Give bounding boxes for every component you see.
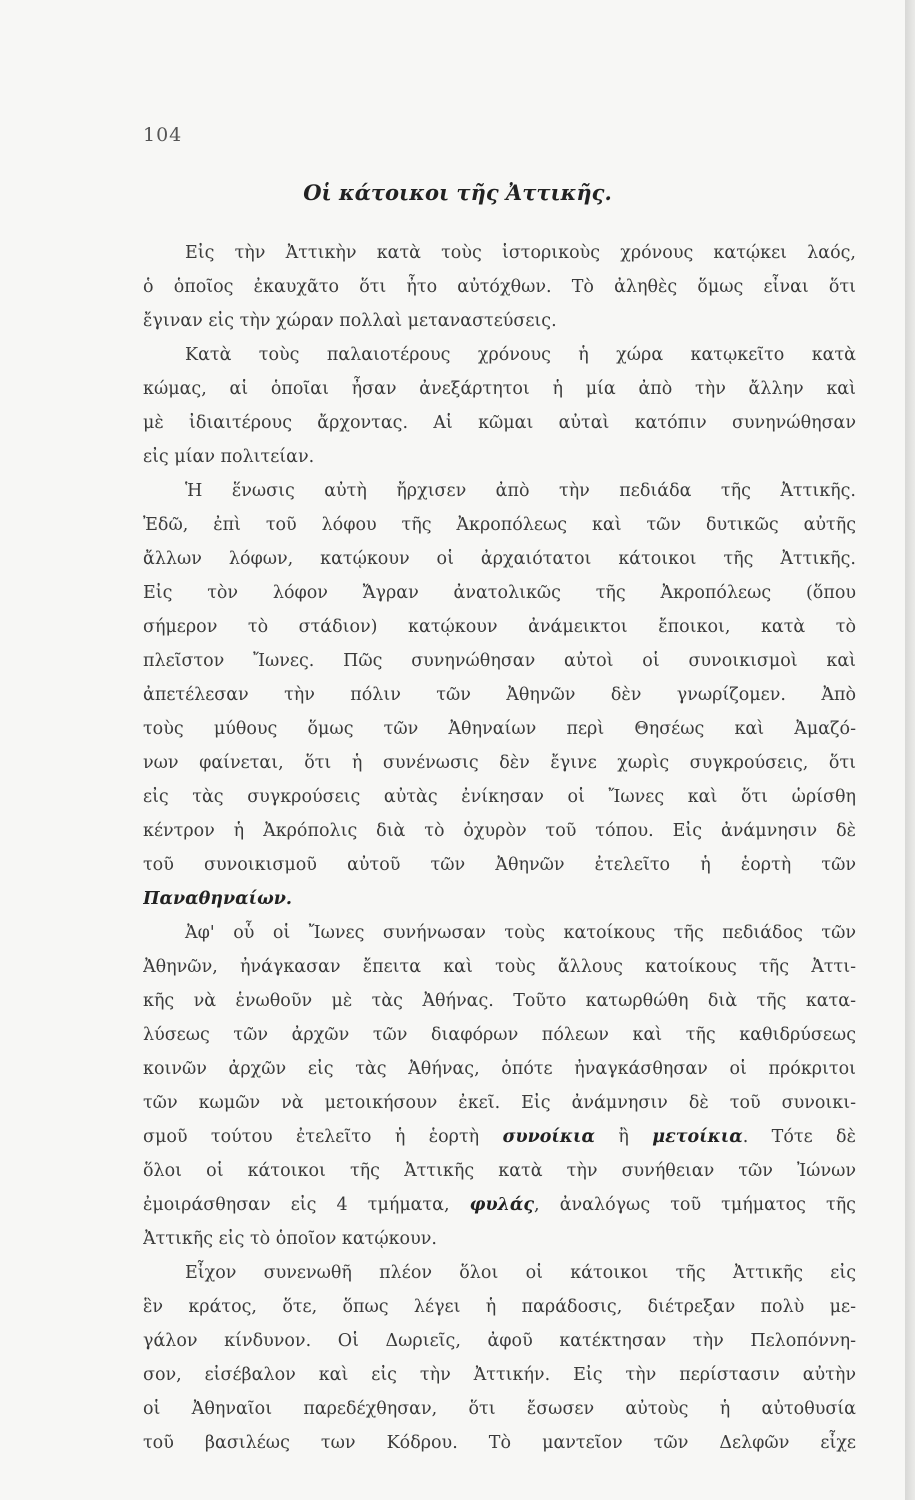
- text-line: τοὺς μύθους ὅμως τῶν Ἀθηναίων περὶ Θησέως καὶ Ἀμαζό-: [143, 719, 856, 739]
- emphasized-term: φυλάς: [469, 1195, 535, 1215]
- text-line: πλεῖστον Ἴωνες. Πῶς συνηνώθησαν αὐτοὶ οἱ συνοικισμοὶ καὶ: [143, 651, 856, 671]
- text-line: ὁ ὁποῖος ἐκαυχᾶτο ὅτι ἦτο αὐτόχθων. Τὸ ἀληθὲς ὅμως εἶναι ὅτι: [143, 277, 856, 297]
- text-segment: ἢ: [594, 1127, 653, 1147]
- text-line: τοῦ βασιλέως των Κόδρου. Τὸ μαντεῖον τῶν Δελφῶν εἶχε: [143, 1433, 856, 1453]
- text-line: λύσεως τῶν ἀρχῶν τῶν διαφόρων πόλεων καὶ τῆς καθιδρύσεως: [143, 1025, 856, 1045]
- text-line: Κατὰ τοὺς παλαιοτέρους χρόνους ἡ χώρα κατῳκεῖτο κατὰ: [185, 345, 856, 365]
- text-line: [143, 1188, 856, 1222]
- text-line: εἰς τὰς συγκρούσεις αὐτὰς ἐνίκησαν οἱ Ἴωνες καὶ ὅτι ὡρίσθη: [143, 787, 856, 807]
- text-line: τοῦ συνοικισμοῦ αὐτοῦ τῶν Ἀθηνῶν ἐτελεῖτο ἡ ἑορτὴ τῶν: [143, 855, 856, 875]
- text-line: σήμερον τὸ στάδιον) κατῴκουν ἀνάμεικτοι ἔποικοι, κατὰ τὸ: [143, 617, 856, 637]
- text-line: Εἰς τὸν λόφον Ἄγραν ἀνατολικῶς τῆς Ἀκροπόλεως (ὅπου: [143, 583, 856, 603]
- paragraph-3: [143, 474, 856, 916]
- page-number: 104: [143, 124, 183, 146]
- text-line: εἰς μίαν πολιτείαν.: [143, 447, 315, 467]
- text-line: [143, 882, 856, 916]
- text-line: Ἡ ἕνωσις αὐτὴ ἤρχισεν ἀπὸ τὴν πεδιάδα τῆς Ἀττικῆς.: [185, 481, 856, 501]
- emphasized-term: μετοίκια: [652, 1127, 743, 1147]
- text-line: ἀπετέλεσαν τὴν πόλιν τῶν Ἀθηνῶν δὲν γνωρίζομεν. Ἀπὸ: [143, 685, 856, 705]
- emphasized-term: Παναθηναίων.: [143, 889, 292, 909]
- text-line: τῶν κωμῶν νὰ μετοικήσουν ἐκεῖ. Εἰς ἀνάμνησιν δὲ τοῦ συνοικι-: [143, 1093, 856, 1113]
- paragraph-2: [143, 338, 856, 474]
- paragraph-5: [143, 1256, 856, 1460]
- text-line: οἱ Ἀθηναῖοι παρεδέχθησαν, ὅτι ἔσωσεν αὐτοὺς ἡ αὐτοθυσία: [143, 1399, 856, 1419]
- text-line: σον, εἰσέβαλον καὶ εἰς τὴν Ἀττικήν. Εἰς τὴν περίστασιν αὐτὴν: [143, 1365, 856, 1385]
- text-segment: σμοῦ τούτου ἐτελεῖτο ἡ ἑορτὴ: [143, 1127, 503, 1147]
- text-line: Ἀφ' οὗ οἱ Ἴωνες συνήνωσαν τοὺς κατοίκους τῆς πεδιάδος τῶν: [185, 923, 856, 943]
- text-line: Εἶχον συνενωθῆ πλέον ὅλοι οἱ κάτοικοι τῆς Ἀττικῆς εἰς: [185, 1263, 856, 1283]
- text-line: κώμας, αἱ ὁποῖαι ἦσαν ἀνεξάρτητοι ἡ μία ἀπὸ τὴν ἄλλην καὶ: [143, 379, 856, 399]
- text-segment: . Τότε δὲ: [742, 1127, 856, 1147]
- text-line: ἔγιναν εἰς τὴν χώραν πολλαὶ μεταναστεύσεις.: [143, 311, 557, 331]
- text-line: Ἀθηνῶν, ἠνάγκασαν ἔπειτα καὶ τοὺς ἄλλους κατοίκους τῆς Ἀττι-: [143, 957, 856, 977]
- text-line: μὲ ἰδιαιτέρους ἄρχοντας. Αἱ κῶμαι αὐταὶ κατόπιν συνηνώθησαν: [143, 413, 856, 433]
- text-line: κέντρον ἡ Ἀκρόπολις διὰ τὸ ὀχυρὸν τοῦ τόπου. Εἰς ἀνάμνησιν δὲ: [143, 821, 856, 841]
- text-segment: , ἀναλόγως τοῦ τμήματος τῆς: [534, 1195, 856, 1215]
- paragraph-1: [143, 236, 856, 338]
- text-line: [143, 1120, 856, 1154]
- text-line: Εἰς τὴν Ἀττικὴν κατὰ τοὺς ἱστορικοὺς χρόνους κατῴκει λαός,: [185, 243, 856, 263]
- text-line: Ἀττικῆς εἰς τὸ ὁποῖον κατῴκουν.: [143, 1229, 437, 1249]
- text-body: [143, 236, 856, 1460]
- page-edge-shadow: [905, 0, 915, 1500]
- text-line: ὅλοι οἱ κάτοικοι τῆς Ἀττικῆς κατὰ τὴν συνήθειαν τῶν Ἰώνων: [143, 1161, 856, 1181]
- text-line: νων φαίνεται, ὅτι ἡ συνένωσις δὲν ἔγινε χωρὶς συγκρούσεις, ὅτι: [143, 753, 856, 773]
- text-line: Ἐδῶ, ἐπὶ τοῦ λόφου τῆς Ἀκροπόλεως καὶ τῶν δυτικῶς αὐτῆς: [143, 515, 856, 535]
- chapter-title: Οἱ κάτοικοι τῆς Ἀττικῆς.: [303, 180, 612, 205]
- text-line: κοινῶν ἀρχῶν εἰς τὰς Ἀθήνας, ὁπότε ἠναγκάσθησαν οἱ πρόκριτοι: [143, 1059, 856, 1079]
- text-segment: ἐμοιράσθησαν εἰς 4 τμήματα,: [143, 1195, 450, 1215]
- text-line: γάλον κίνδυνον. Οἱ Δωριεῖς, ἀφοῦ κατέκτησαν τὴν Πελοπόννη-: [143, 1331, 856, 1351]
- text-line: ἓν κράτος, ὅτε, ὅπως λέγει ἡ παράδοσις, διέτρεξαν πολὺ με-: [143, 1297, 856, 1317]
- emphasized-term: συνοίκια: [502, 1127, 595, 1147]
- text-line: ἄλλων λόφων, κατῴκουν οἱ ἀρχαιότατοι κάτοικοι τῆς Ἀττικῆς.: [143, 549, 856, 569]
- paragraph-4: [143, 916, 856, 1256]
- text-line: κῆς νὰ ἑνωθοῦν μὲ τὰς Ἀθήνας. Τοῦτο κατωρθώθη διὰ τῆς κατα-: [143, 991, 856, 1011]
